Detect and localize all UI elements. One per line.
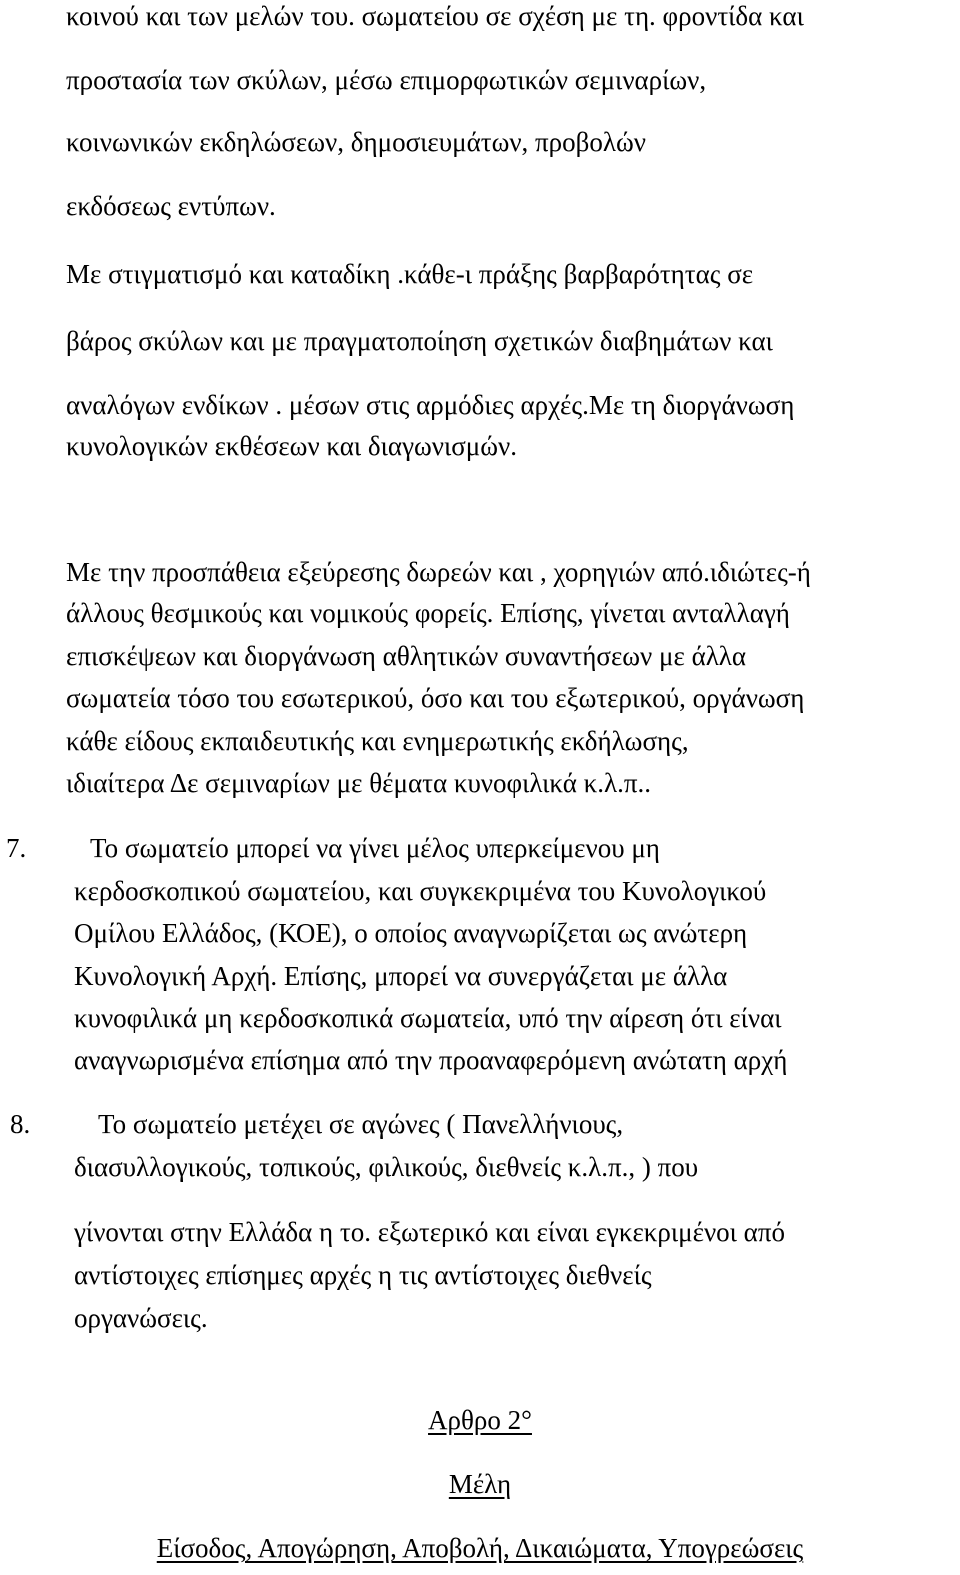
text-line: κυνοφιλικά μη κερδοσκοπικά σωματεία, υπό την αίρεση ότι είναι: [74, 1003, 782, 1033]
text-line: Με την προσπάθεια εξεύρεσης δωρεών και , χορηγιών από.ιδιώτες-ή: [66, 557, 811, 587]
article-section-heading: Είσοδος, Απογώρηση, Αποβολή, Δικαιώματα, Υπογρεώσεις: [156, 1533, 804, 1563]
text-line: οργανώσεις.: [74, 1303, 208, 1333]
item-number: 7.: [6, 833, 27, 863]
text-line: κοινού και των μελών του. σωματείου σε σχέση με τη. φροντίδα και: [66, 1, 804, 31]
text-line: κερδοσκοπικού σωματείου, και συγκεκριμένα του Κυνολογικού: [74, 876, 767, 906]
text-line: εκδόσεως εντύπων.: [66, 191, 276, 221]
text-line: κυνολογικών εκθέσεων και διαγωνισμών.: [66, 431, 517, 461]
article-subtitle: Μέλη: [448, 1469, 512, 1499]
text-line: Το σωματείο μπορεί να γίνει μέλος υπερκείμενου μη: [90, 833, 660, 863]
text-line: προστασία των σκύλων, μέσω επιμορφωτικών σεμιναρίων,: [66, 65, 707, 95]
text-line: κάθε είδους εκπαιδευτικής και ενημερωτικής εκδήλωσης,: [66, 726, 689, 756]
text-line: Ομίλου Ελλάδος, (ΚΟΕ), ο οποίος αναγνωρίζεται ως ανώτερη: [74, 918, 748, 948]
text-line: αντίστοιχες επίσημες αρχές η τις αντίστοιχες διεθνείς: [74, 1260, 652, 1290]
text-line: αναλόγων ενδίκων . μέσων στις αρμόδιες αρχές.Με τη διοργάνωση: [66, 390, 795, 420]
text-line: γίνονται στην Ελλάδα η το. εξωτερικό και είναι εγκεκριμένοι από: [74, 1217, 785, 1247]
text-line: κοινωνικών εκδηλώσεων, δημοσιευμάτων, προβολών: [66, 127, 646, 157]
text-line: ιδιαίτερα Δε σεμιναρίων με θέματα κυνοφιλικά κ.λ.π..: [66, 768, 651, 798]
text-line: Κυνολογική Αρχή. Επίσης, μπορεί να συνεργάζεται με άλλα: [74, 961, 728, 991]
text-line: Το σωματείο μετέχει σε αγώνες ( Πανελλήνιους,: [98, 1109, 624, 1139]
text-line: άλλους θεσμικούς και νομικούς φορείς. Επίσης, γίνεται ανταλλαγή: [66, 598, 790, 628]
text-line: Με στιγματισμό και καταδίκη .κάθε-ι πράξης βαρβαρότητας σε: [66, 259, 754, 289]
article-title: Αρθρο 2°: [428, 1405, 532, 1435]
text-line: αναγνωρισμένα επίσημα από την προαναφερόμενη ανώτατη αρχή: [74, 1045, 788, 1075]
text-line: βάρος σκύλων και με πραγματοποίηση σχετικών διαβημάτων και: [66, 326, 773, 356]
text-line: σωματεία τόσο του εσωτερικού, όσο και του εξωτερικού, οργάνωση: [66, 683, 805, 713]
text-line: επισκέψεων και διοργάνωση αθλητικών συναντήσεων με άλλα: [66, 641, 747, 671]
item-number: 8.: [10, 1109, 31, 1139]
text-line: διασυλλογικούς, τοπικούς, φιλικούς, διεθνείς κ.λ.π., ) που: [74, 1152, 699, 1182]
